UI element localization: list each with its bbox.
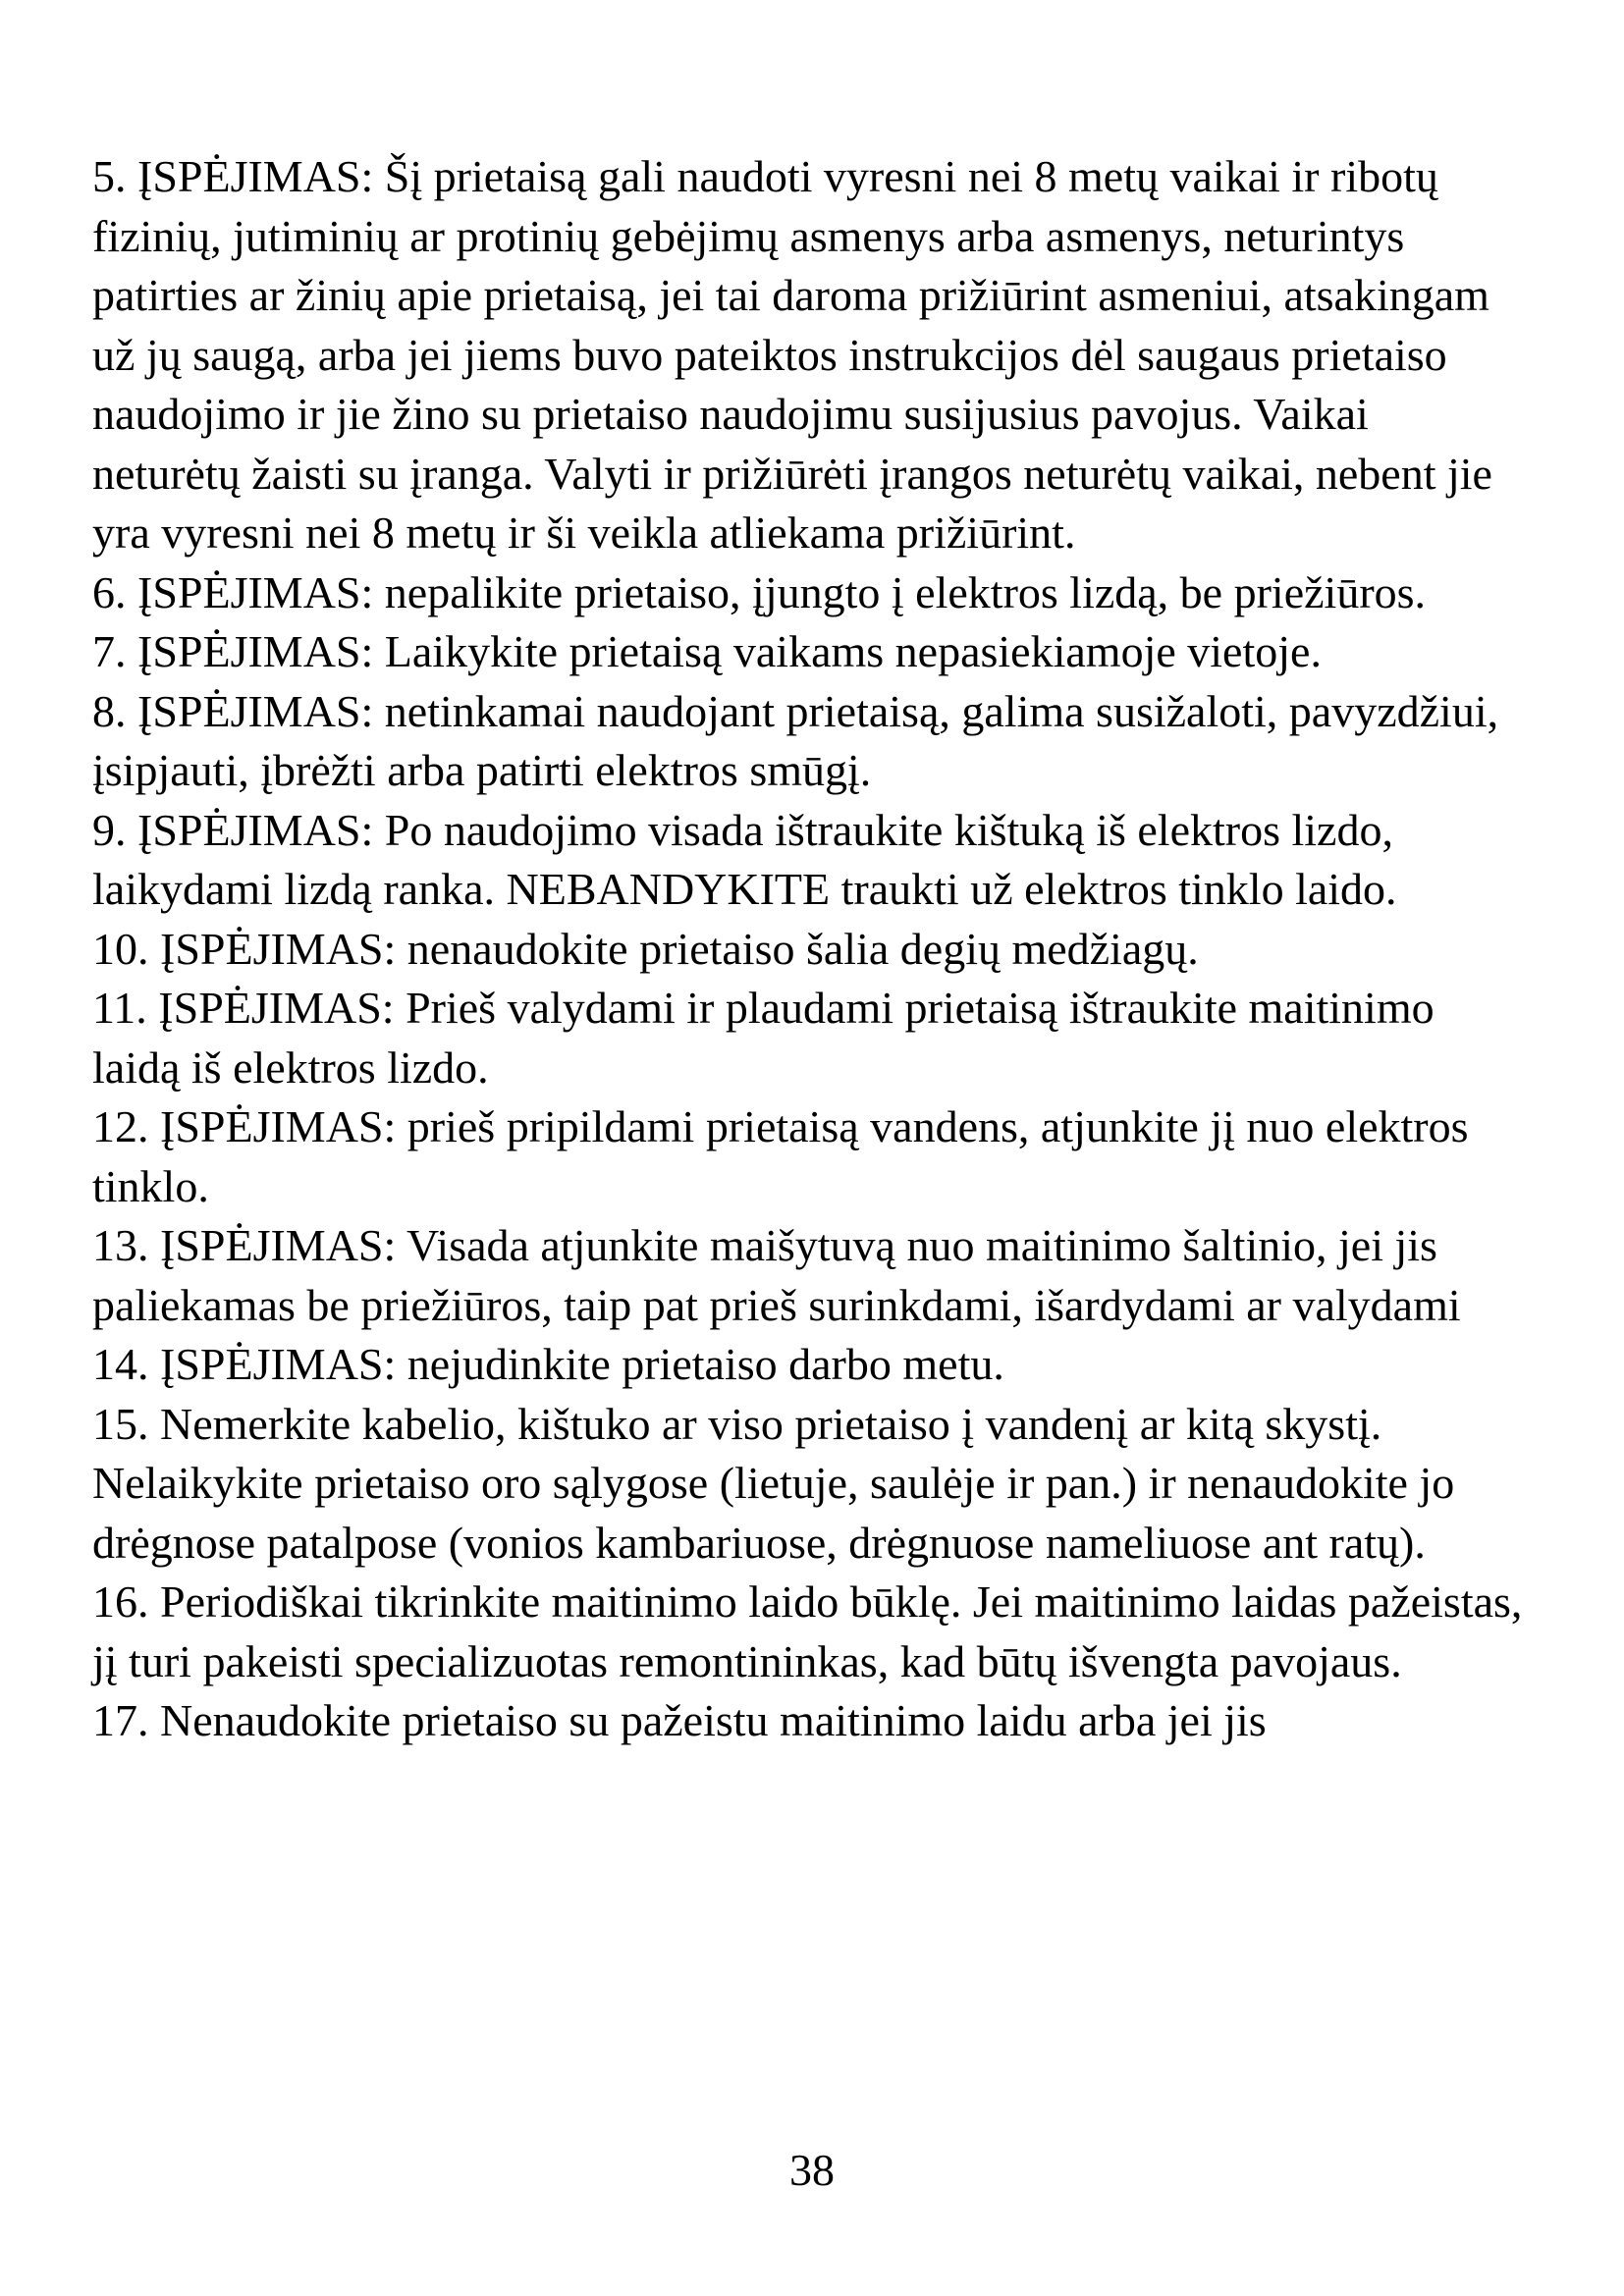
instruction-item-6: 6. ĮSPĖJIMAS: nepalikite prietaiso, įjungto į elektros lizdą, be priežiūros. (92, 566, 1427, 617)
instruction-item-11: 11. ĮSPĖJIMAS: Prieš valydami ir plaudami prietaisą ištraukite maitinimo laidą iš elektros lizdo. (92, 983, 1435, 1093)
instruction-item-15: 15. Nemerkite kabelio, kištuko ar viso prietaiso į vandenį ar kitą skystį. Nelaikykite prietaiso oro sąlygose (lietuje, saulėje ir pan.) ir nenaudokite jo drėgnose patalpose (vonios kambariuose, drėgnuose nameliuose ant ratų). (92, 1398, 1455, 1568)
instruction-item-13: 13. ĮSPĖJIMAS: Visada atjunkite maišytuvą nuo maitinimo šaltinio, jei jis paliekamas be priežiūros, taip pat prieš surinkdami, išardydami ar valydami (92, 1220, 1461, 1330)
instructions-text (92, 147, 1526, 1751)
instruction-item-8: 8. ĮSPĖJIMAS: netinkamai naudojant prietaisą, galima susižaloti, pavyzdžiui, įsipjauti, įbrėžti arba patirti elektros smūgį. (92, 685, 1499, 795)
instruction-item-14: 14. ĮSPĖJIMAS: nejudinkite prietaiso darbo metu. (92, 1339, 1004, 1389)
instruction-item-7: 7. ĮSPĖJIMAS: Laikykite prietaisą vaikams nepasiekiamoje vietoje. (92, 626, 1322, 676)
instruction-item-17: 17. Nenaudokite prietaiso su pažeistu maitinimo laidu arba jei jis (92, 1695, 1267, 1745)
instruction-item-12: 12. ĮSPĖJIMAS: prieš pripildami prietaisą vandens, atjunkite jį nuo elektros tinklo. (92, 1101, 1469, 1211)
instruction-item-16: 16. Periodiškai tikrinkite maitinimo laido būklę. Jei maitinimo laidas pažeistas, jį turi pakeisti specializuotas remontininkas, kad būtų išvengta pavojaus. (92, 1576, 1523, 1686)
instruction-item-10: 10. ĮSPĖJIMAS: nenaudokite prietaiso šalia degių medžiagų. (92, 923, 1199, 974)
page-number: 38 (789, 2145, 835, 2195)
instruction-item-9: 9. ĮSPĖJIMAS: Po naudojimo visada ištraukite kištuką iš elektros lizdo, laikydami lizdą ranka. NEBANDYKITE traukti už elektros tinklo laido. (92, 804, 1397, 914)
instruction-item-5: 5. ĮSPĖJIMAS: Šį prietaisą gali naudoti vyresni nei 8 metų vaikai ir ribotų fizinių, jutiminių ar protinių gebėjimų asmenys arba asmenys, neturintys patirties ar žinių apie prietaisą, jei tai daroma prižiūrint asmeniui, atsakingam už jų saugą, arba jei jiems buvo pateiktos instrukcijos dėl saugaus prietaiso naudojimo ir jie žino su prietaiso naudojimu susijusius pavojus. Vaikai neturėtų žaisti su įranga. Valyti ir prižiūrėti įrangos neturėtų vaikai, nebent jie yra vyresni nei 8 metų ir ši veikla atliekama prižiūrint. (92, 151, 1492, 558)
